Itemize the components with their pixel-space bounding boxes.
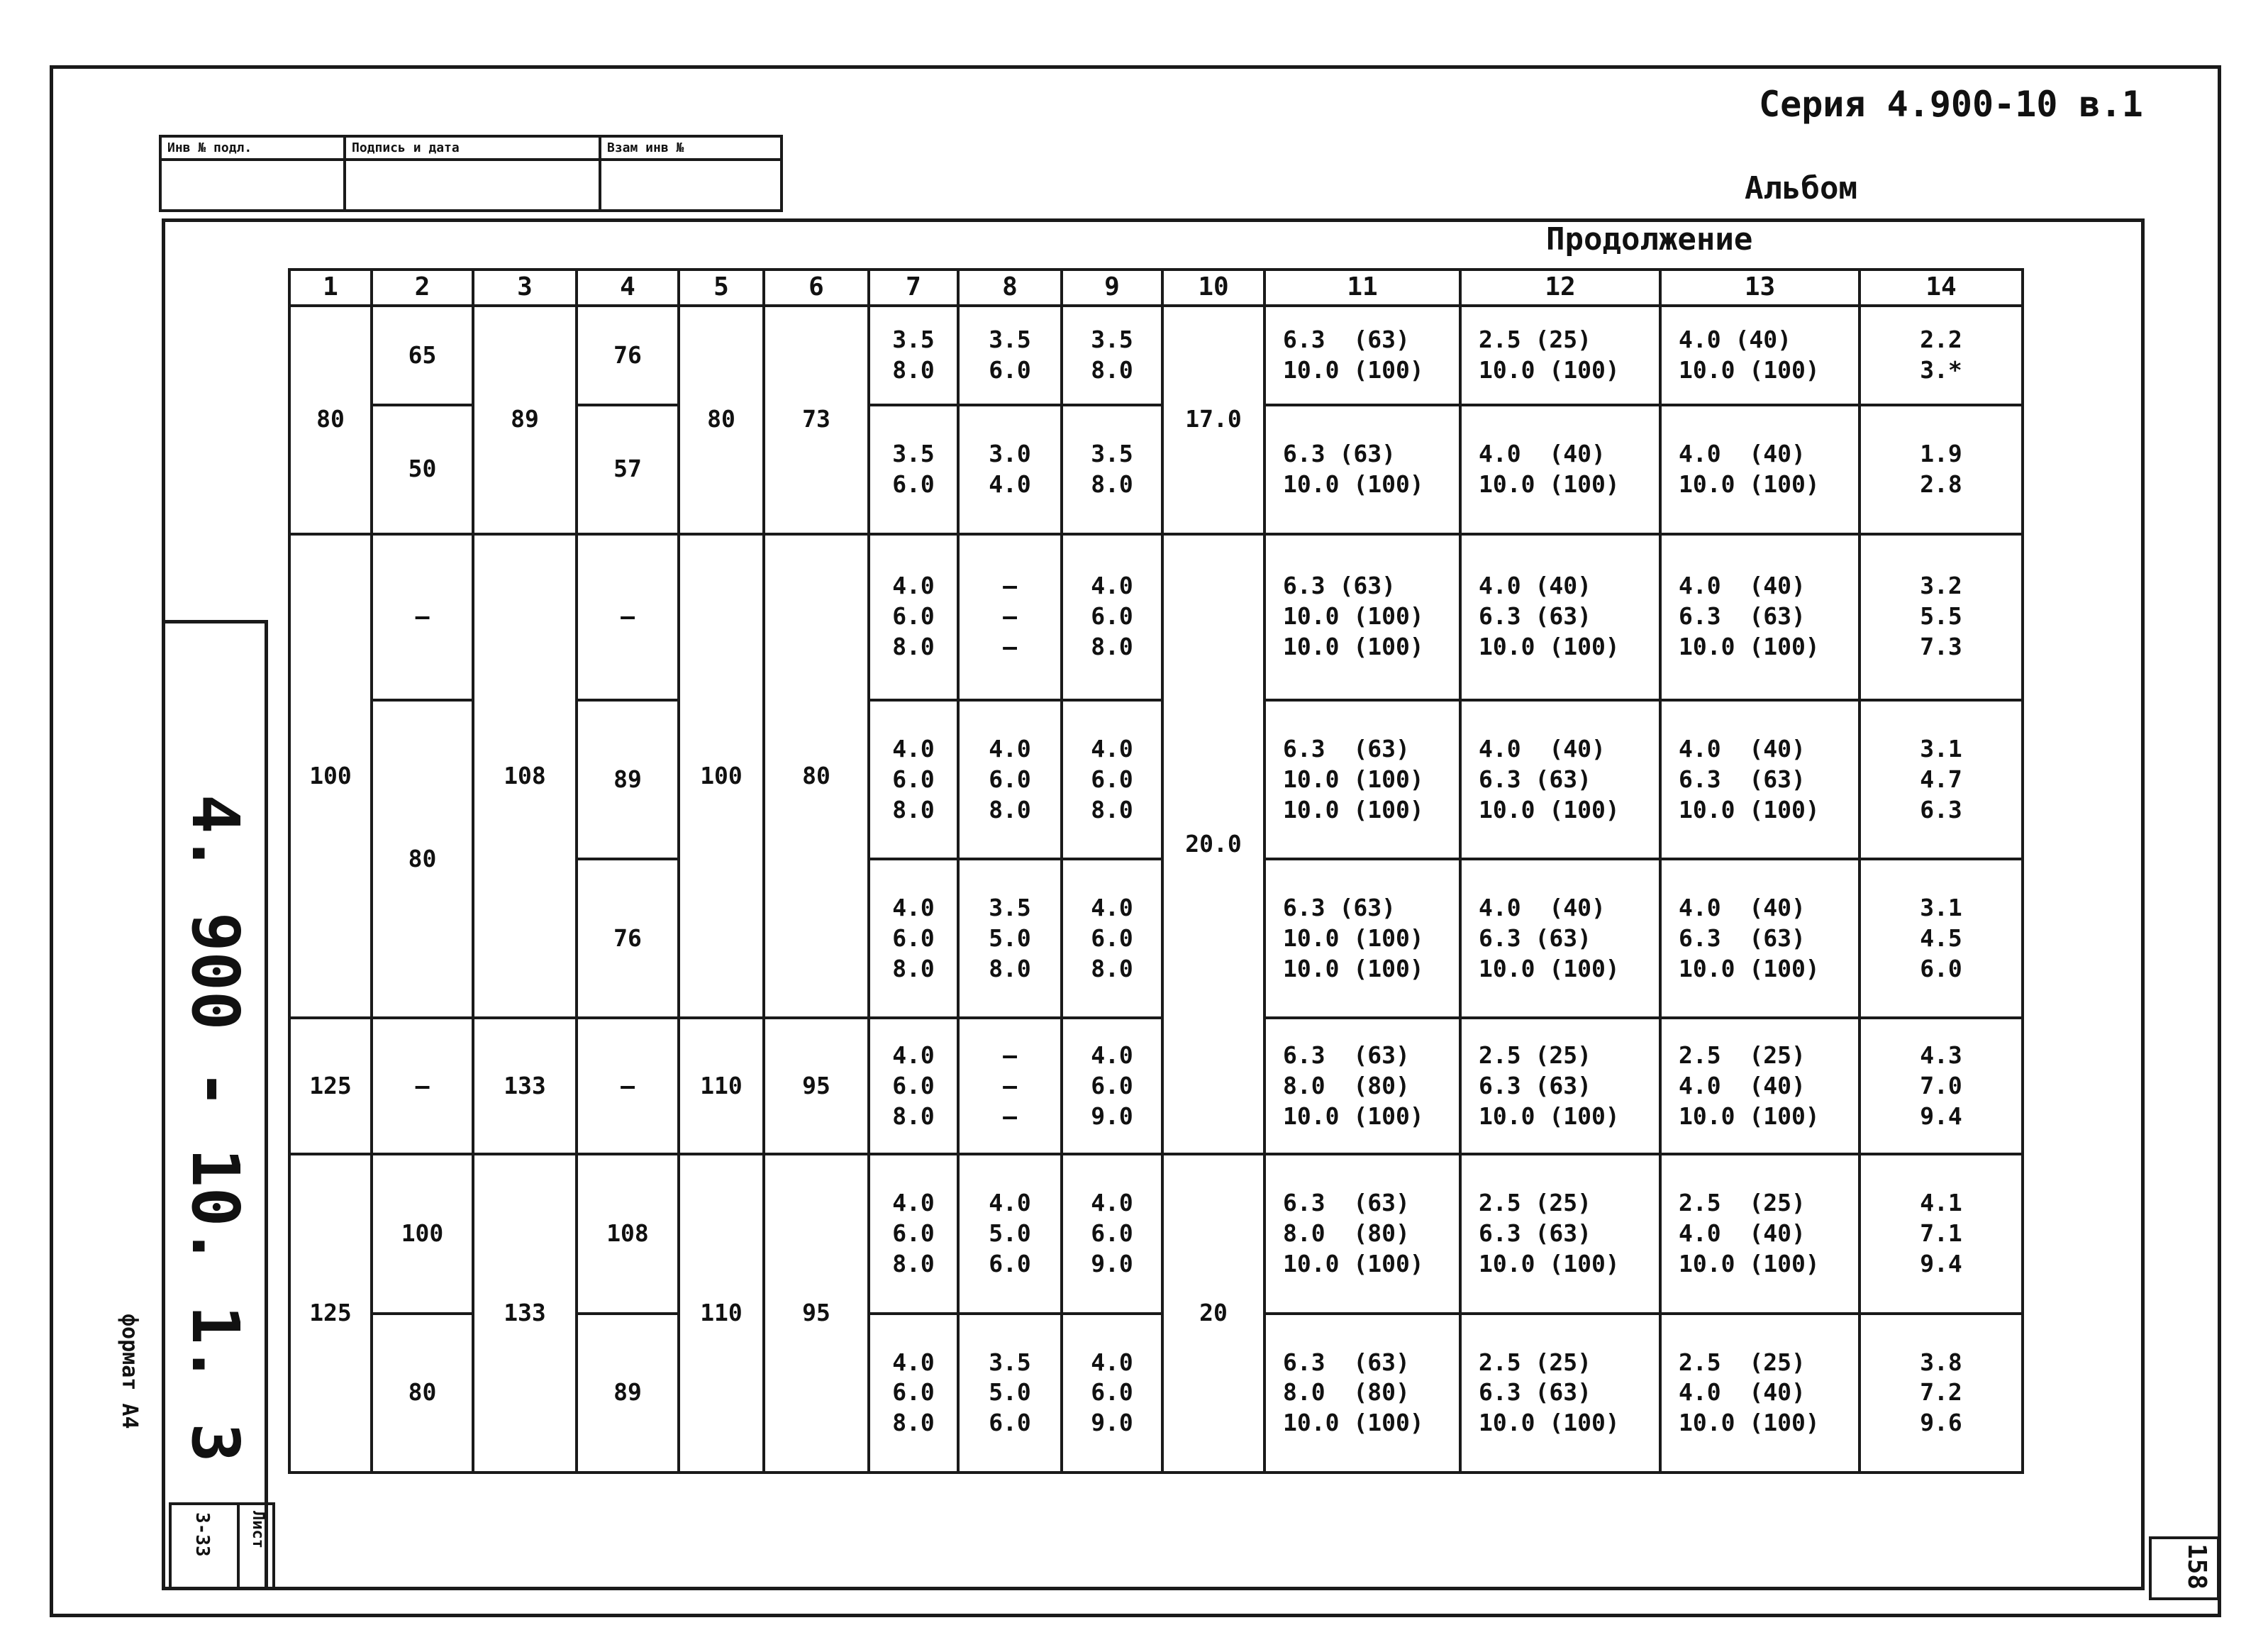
table-cell: 110 — [679, 1018, 764, 1154]
table-cell: 4.0 6.0 8.0 — [869, 1018, 958, 1154]
sheet-label: Лист — [249, 1511, 267, 1548]
table-cell: 4.0 (40) 6.3 (63) 10.0 (100) — [1460, 859, 1660, 1018]
col-header: 14 — [1860, 270, 2023, 306]
table-cell: 6.3 (63) 8.0 (80) 10.0 (100) — [1264, 1314, 1460, 1473]
table-cell: 125 — [289, 1018, 372, 1154]
table-cell: 4.0 6.0 8.0 — [1062, 859, 1162, 1018]
format-label: формат А4 — [117, 1314, 142, 1429]
table-cell: 2.5 (25) 4.0 (40) 10.0 (100) — [1660, 1314, 1860, 1473]
table-cell: 4.0 (40) 6.3 (63) 10.0 (100) — [1660, 700, 1860, 859]
table-cell: 3.5 5.0 8.0 — [958, 859, 1062, 1018]
table-cell: 6.3 (63) 10.0 (100) 10.0 (100) — [1264, 700, 1460, 859]
table-cell: 20.0 — [1162, 534, 1264, 1155]
table-cell: 4.0 6.0 8.0 — [869, 1314, 958, 1473]
table-cell: 3.5 6.0 — [869, 405, 958, 534]
table-cell: 100 — [679, 534, 764, 1019]
table-cell: 2.5 (25) 4.0 (40) 10.0 (100) — [1660, 1154, 1860, 1313]
table-cell: 80 — [372, 700, 473, 1019]
table-cell: 4.0 6.0 8.0 — [1062, 534, 1162, 700]
table-cell: 3.5 6.0 — [958, 306, 1062, 404]
series-title: Серия 4.900-10 в.1 — [1759, 84, 2143, 125]
table-cell: 89 — [473, 306, 577, 533]
stamp-header-inventory: Инв № подл. — [160, 136, 345, 160]
table-cell: 133 — [473, 1018, 577, 1154]
stamp-cell-replacement — [600, 160, 782, 211]
table-cell: 3.5 8.0 — [1062, 405, 1162, 534]
table-cell: 3.1 4.7 6.3 — [1860, 700, 2023, 859]
table-cell: 80 — [289, 306, 372, 533]
sheet-box-divider — [237, 1505, 240, 1587]
col-header: 5 — [679, 270, 764, 306]
table-cell: 2.5 (25) 4.0 (40) 10.0 (100) — [1660, 1018, 1860, 1154]
table-cell: 2.5 (25) 6.3 (63) 10.0 (100) — [1460, 1018, 1660, 1154]
table-cell: — — — — [958, 534, 1062, 700]
stamp-header-replacement: Взам инв № — [600, 136, 782, 160]
table-cell: 65 — [372, 306, 473, 404]
table-cell: 6.3 (63) 8.0 (80) 10.0 (100) — [1264, 1154, 1460, 1313]
side-document-code: 4. 900 - 10. 1. 3 — [177, 794, 253, 1463]
table-cell: 2.5 (25) 6.3 (63) 10.0 (100) — [1460, 1154, 1660, 1313]
table-cell: 4.0 6.0 8.0 — [958, 700, 1062, 859]
table-cell: 110 — [679, 1154, 764, 1473]
table-cell: 4.0 (40) 6.3 (63) 10.0 (100) — [1660, 859, 1860, 1018]
table-cell: 4.0 (40) 10.0 (100) — [1460, 405, 1660, 534]
table-cell: 3.2 5.5 7.3 — [1860, 534, 2023, 700]
table-cell: 6.3 (63) 8.0 (80) 10.0 (100) — [1264, 1018, 1460, 1154]
table-cell: 4.0 6.0 8.0 — [869, 534, 958, 700]
table-cell: 50 — [372, 405, 473, 534]
table-cell: 4.0 6.0 9.0 — [1062, 1154, 1162, 1313]
table-cell: — — [372, 1018, 473, 1154]
stamp-cell-signature — [345, 160, 600, 211]
table-cell: 4.0 (40) 6.3 (63) 10.0 (100) — [1460, 700, 1660, 859]
table-cell: 4.0 6.0 9.0 — [1062, 1018, 1162, 1154]
col-header: 11 — [1264, 270, 1460, 306]
table-cell: 4.0 5.0 6.0 — [958, 1154, 1062, 1313]
table-cell: 6.3 (63) 10.0 (100) — [1264, 405, 1460, 534]
table-cell: 133 — [473, 1154, 577, 1473]
col-header: 6 — [764, 270, 869, 306]
table-cell: 89 — [577, 1314, 679, 1473]
col-header: 12 — [1460, 270, 1660, 306]
col-header: 8 — [958, 270, 1062, 306]
table-cell: 76 — [577, 859, 679, 1018]
data-table — [288, 268, 2024, 1474]
table-cell: — — — — [958, 1018, 1062, 1154]
table-cell: 20 — [1162, 1154, 1264, 1473]
table-cell: 17.0 — [1162, 306, 1264, 533]
table-cell: 80 — [372, 1314, 473, 1473]
table-cell: 4.0 (40) 6.3 (63) 10.0 (100) — [1460, 534, 1660, 700]
table-cell: — — [577, 534, 679, 700]
table-cell: 2.5 (25) 10.0 (100) — [1460, 306, 1660, 404]
table-row — [289, 534, 2023, 700]
header-row — [289, 270, 2023, 306]
table-cell: 4.3 7.0 9.4 — [1860, 1018, 2023, 1154]
table-cell: 108 — [473, 534, 577, 1019]
table-cell: 76 — [577, 306, 679, 404]
col-header: 1 — [289, 270, 372, 306]
col-header: 3 — [473, 270, 577, 306]
table-cell: 4.0 6.0 8.0 — [869, 1154, 958, 1313]
stamp-cell-inventory — [160, 160, 345, 211]
table-cell: — — [577, 1018, 679, 1154]
col-header: 13 — [1660, 270, 1860, 306]
table-cell: 100 — [289, 534, 372, 1019]
col-header: 9 — [1062, 270, 1162, 306]
table-cell: 108 — [577, 1154, 679, 1313]
approval-stamp — [159, 135, 783, 212]
table-row — [289, 306, 2023, 404]
table-row — [289, 1154, 2023, 1313]
col-header: 2 — [372, 270, 473, 306]
table-cell: — — [372, 534, 473, 700]
table-cell: 89 — [577, 700, 679, 859]
table-cell: 4.0 (40) 6.3 (63) 10.0 (100) — [1660, 534, 1860, 700]
continuation-label: Продолжение — [1546, 221, 1753, 257]
table-cell: 4.0 6.0 8.0 — [869, 700, 958, 859]
table-cell: 95 — [764, 1018, 869, 1154]
table-cell: 3.0 4.0 — [958, 405, 1062, 534]
table-cell: 3.5 8.0 — [869, 306, 958, 404]
table-cell: 95 — [764, 1154, 869, 1473]
table-cell: 6.3 (63) 10.0 (100) 10.0 (100) — [1264, 859, 1460, 1018]
table-cell: 4.0 (40) 10.0 (100) — [1660, 405, 1860, 534]
table-cell: 4.0 (40) 10.0 (100) — [1660, 306, 1860, 404]
table-cell: 1.9 2.8 — [1860, 405, 2023, 534]
stamp-header-signature: Подпись и дата — [345, 136, 600, 160]
album-label: Альбом — [1745, 170, 1857, 206]
table-cell: 125 — [289, 1154, 372, 1473]
table-cell: 100 — [372, 1154, 473, 1313]
table-cell: 6.3 (63) 10.0 (100) — [1264, 306, 1460, 404]
table-cell: 4.1 7.1 9.4 — [1860, 1154, 2023, 1313]
table-cell: 4.0 6.0 8.0 — [869, 859, 958, 1018]
table-cell: 4.0 6.0 9.0 — [1062, 1314, 1162, 1473]
col-header: 7 — [869, 270, 958, 306]
page-number: 158 — [2182, 1543, 2211, 1590]
table-cell: 80 — [764, 534, 869, 1019]
table-cell: 6.3 (63) 10.0 (100) 10.0 (100) — [1264, 534, 1460, 700]
table-cell: 3.5 5.0 6.0 — [958, 1314, 1062, 1473]
table-cell: 2.5 (25) 6.3 (63) 10.0 (100) — [1460, 1314, 1660, 1473]
sheet-code: 3-33 — [191, 1512, 213, 1557]
table-cell: 57 — [577, 405, 679, 534]
table-cell: 3.8 7.2 9.6 — [1860, 1314, 2023, 1473]
table-cell: 2.2 3.* — [1860, 306, 2023, 404]
table-cell: 80 — [679, 306, 764, 533]
table-cell: 73 — [764, 306, 869, 533]
table-cell: 3.1 4.5 6.0 — [1860, 859, 2023, 1018]
table-cell: 3.5 8.0 — [1062, 306, 1162, 404]
col-header: 10 — [1162, 270, 1264, 306]
table-cell: 4.0 6.0 8.0 — [1062, 700, 1162, 859]
col-header: 4 — [577, 270, 679, 306]
table-row — [289, 1018, 2023, 1154]
